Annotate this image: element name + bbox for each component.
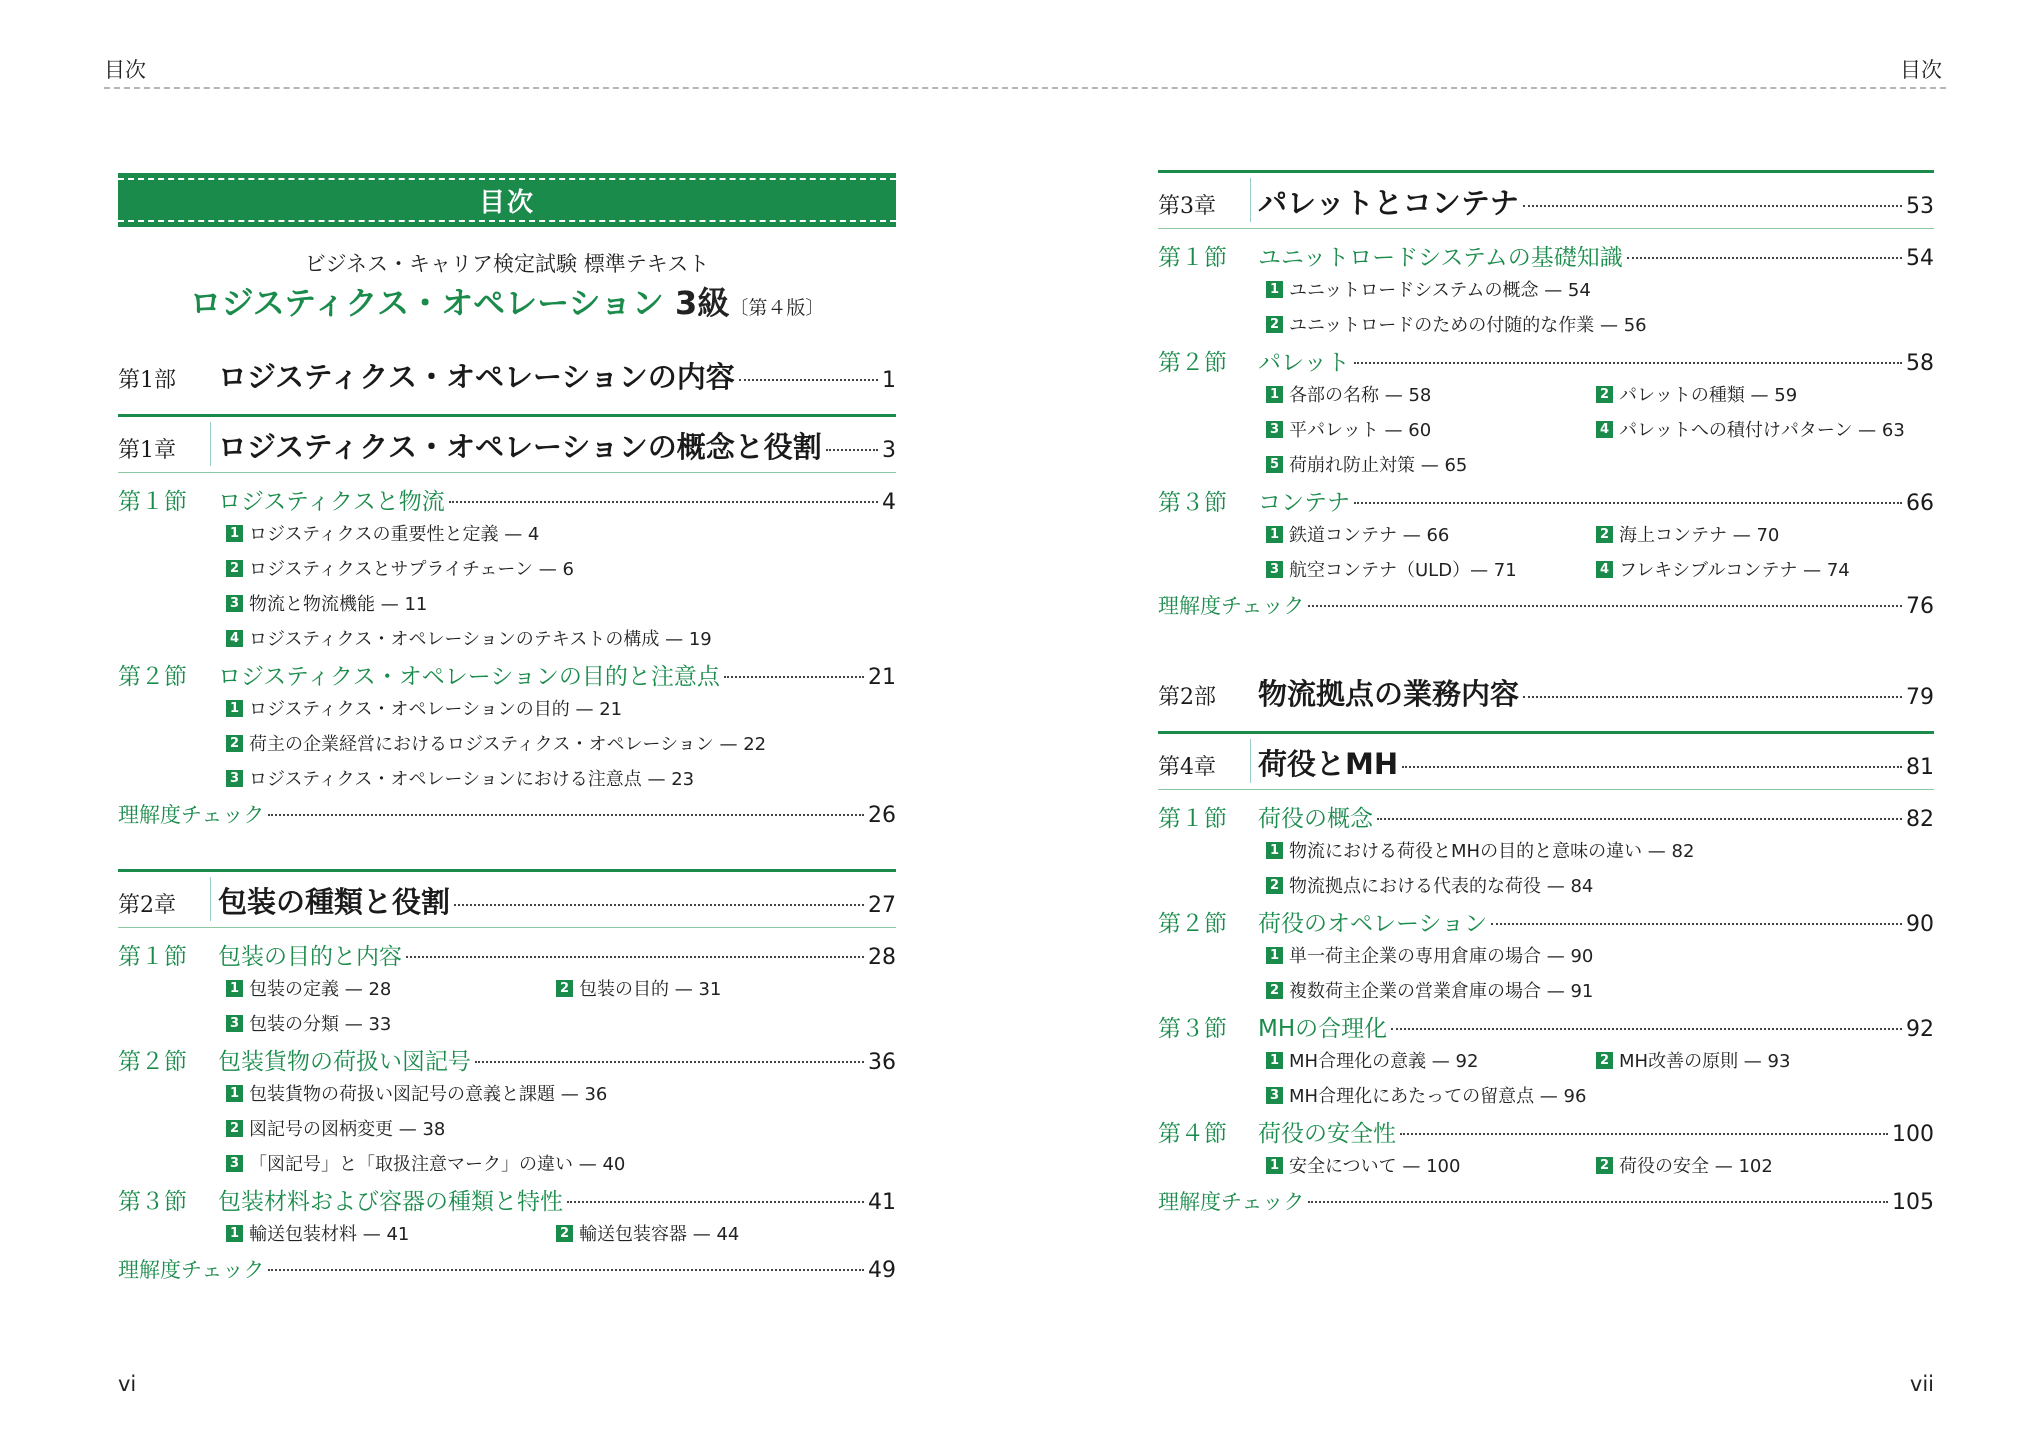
toc-item[interactable] bbox=[1596, 1152, 1773, 1178]
toc-item[interactable] bbox=[226, 975, 391, 1001]
leader-dots bbox=[1523, 696, 1902, 698]
leader-dots bbox=[1402, 766, 1902, 768]
page-number: 27 bbox=[868, 893, 896, 918]
chapter-bottom-rule bbox=[118, 472, 896, 473]
chapter-title: パレットとコンテナ bbox=[1258, 186, 1519, 220]
toc-item[interactable] bbox=[226, 1115, 445, 1141]
chapter-top-rule bbox=[118, 869, 896, 872]
book-grade: 3級 bbox=[675, 284, 730, 322]
section-title: 包装の目的と内容 bbox=[218, 944, 402, 970]
item-number-badge: 1 bbox=[1266, 947, 1283, 964]
toc-chapter-row[interactable] bbox=[118, 880, 896, 921]
toc-chapter-row[interactable] bbox=[118, 425, 896, 466]
chapter-number: 第1章 bbox=[118, 438, 176, 463]
item-text: 複数荷主企業の営業倉庫の場合 — 91 bbox=[1289, 981, 1594, 1002]
item-text: 安全について — 100 bbox=[1289, 1156, 1461, 1177]
toc-item[interactable] bbox=[226, 555, 574, 581]
toc-item[interactable] bbox=[1266, 276, 1591, 302]
toc-item[interactable] bbox=[1266, 521, 1449, 547]
leader-dots bbox=[1491, 923, 1902, 925]
page-number: 1 bbox=[882, 368, 896, 393]
toc-item[interactable] bbox=[556, 1220, 739, 1246]
item-number-badge: 2 bbox=[226, 1120, 243, 1137]
item-text: MH改善の原則 — 93 bbox=[1619, 1051, 1791, 1072]
toc-item[interactable] bbox=[1266, 451, 1467, 477]
item-number-badge: 3 bbox=[226, 1015, 243, 1032]
item-number-badge: 2 bbox=[1596, 1052, 1613, 1069]
leader-dots bbox=[1523, 205, 1902, 207]
page-number: 4 bbox=[882, 490, 896, 515]
toc-item[interactable] bbox=[226, 730, 766, 756]
chapter-number: 第4章 bbox=[1158, 755, 1216, 780]
item-number-badge: 2 bbox=[1266, 877, 1283, 894]
leader-dots bbox=[567, 1201, 864, 1203]
toc-item[interactable] bbox=[226, 1150, 625, 1176]
leader-dots bbox=[268, 1269, 864, 1271]
item-number-badge: 2 bbox=[1266, 316, 1283, 333]
item-number-badge: 1 bbox=[1266, 1157, 1283, 1174]
check-title: 理解度チェック bbox=[118, 803, 265, 827]
toc-item[interactable] bbox=[1266, 416, 1431, 442]
toc-section-row[interactable] bbox=[118, 483, 896, 516]
toc-section-row[interactable] bbox=[118, 1183, 896, 1216]
item-number-badge: 2 bbox=[556, 1225, 573, 1242]
chapter-bottom-rule bbox=[118, 927, 896, 928]
section-number: 第２節 bbox=[1158, 350, 1227, 376]
item-number-badge: 3 bbox=[1266, 421, 1283, 438]
page-number: 41 bbox=[868, 1190, 896, 1215]
item-number-badge: 1 bbox=[226, 1085, 243, 1102]
part-title: 物流拠点の業務内容 bbox=[1258, 677, 1520, 711]
page-number: 90 bbox=[1906, 912, 1934, 937]
leader-dots bbox=[826, 449, 878, 451]
item-text: 荷主の企業経営におけるロジスティクス・オペレーション — 22 bbox=[249, 734, 767, 755]
toc-section-row[interactable] bbox=[1158, 239, 1934, 272]
item-text: 単一荷主企業の専用倉庫の場合 — 90 bbox=[1289, 946, 1594, 967]
section-title: 包装材料および容器の種類と特性 bbox=[218, 1189, 563, 1215]
section-number: 第１節 bbox=[1158, 806, 1227, 832]
item-text: 物流と物流機能 — 11 bbox=[249, 594, 428, 615]
item-text: 平パレット — 60 bbox=[1289, 420, 1432, 441]
page-number: 53 bbox=[1906, 194, 1934, 219]
toc-part-row[interactable] bbox=[1158, 672, 1934, 713]
item-number-badge: 3 bbox=[226, 770, 243, 787]
toc-item[interactable] bbox=[226, 590, 427, 616]
item-text: 海上コンテナ — 70 bbox=[1619, 525, 1780, 546]
toc-item[interactable] bbox=[226, 625, 712, 651]
page-number: 100 bbox=[1892, 1122, 1934, 1147]
running-head-rule bbox=[104, 87, 1946, 89]
item-number-badge: 3 bbox=[1266, 561, 1283, 578]
section-number: 第３節 bbox=[118, 1189, 187, 1215]
toc-section-row[interactable] bbox=[1158, 1010, 1934, 1043]
item-number-badge: 5 bbox=[1266, 456, 1283, 473]
item-number-badge: 2 bbox=[226, 560, 243, 577]
section-number: 第４節 bbox=[1158, 1121, 1227, 1147]
toc-section-row[interactable] bbox=[118, 1043, 896, 1076]
chapter-number: 第2章 bbox=[118, 893, 176, 918]
toc-check-row[interactable] bbox=[118, 1254, 896, 1284]
item-text: パレットの種類 — 59 bbox=[1619, 385, 1798, 406]
toc-check-row[interactable] bbox=[118, 799, 896, 829]
item-text: ロジスティクス・オペレーションのテキストの構成 — 19 bbox=[249, 629, 712, 650]
leader-dots bbox=[1354, 362, 1902, 364]
section-number: 第３節 bbox=[1158, 1016, 1227, 1042]
leader-dots bbox=[449, 501, 878, 503]
leader-dots bbox=[1354, 502, 1902, 504]
page-number: 81 bbox=[1906, 755, 1934, 780]
toc-section-row[interactable] bbox=[1158, 484, 1934, 517]
page-number: 49 bbox=[868, 1258, 896, 1283]
item-number-badge: 4 bbox=[1596, 421, 1613, 438]
page-number: 79 bbox=[1906, 685, 1934, 710]
item-text: ロジスティクスの重要性と定義 — 4 bbox=[249, 524, 540, 545]
toc-section-row[interactable] bbox=[1158, 905, 1934, 938]
running-head-right: 目次 bbox=[1900, 58, 1942, 82]
toc-check-row[interactable] bbox=[1158, 590, 1934, 620]
toc-section-row[interactable] bbox=[118, 938, 896, 971]
item-text: 物流における荷役とMHの目的と意味の違い — 82 bbox=[1289, 841, 1695, 862]
chapter-title: 荷役とMH bbox=[1258, 747, 1399, 781]
item-text: ユニットロードのための付随的な作業 — 56 bbox=[1289, 315, 1647, 336]
item-text: 荷崩れ防止対策 — 65 bbox=[1289, 455, 1468, 476]
item-text: 各部の名称 — 58 bbox=[1289, 385, 1432, 406]
toc-section-row[interactable] bbox=[118, 658, 896, 691]
check-title: 理解度チェック bbox=[118, 1258, 265, 1282]
toc-title-band: 目次 bbox=[118, 173, 896, 227]
chapter-title: ロジスティクス・オペレーションの概念と役割 bbox=[218, 430, 822, 464]
toc-item[interactable] bbox=[226, 765, 694, 791]
item-number-badge: 1 bbox=[226, 525, 243, 542]
item-text: 航空コンテナ（ULD）— 71 bbox=[1289, 560, 1517, 581]
section-title: パレット bbox=[1258, 350, 1350, 376]
toc-item[interactable] bbox=[226, 1010, 391, 1036]
item-number-badge: 1 bbox=[226, 980, 243, 997]
item-text: ユニットロードシステムの概念 — 54 bbox=[1289, 280, 1591, 301]
section-title: ユニットロードシステムの基礎知識 bbox=[1258, 245, 1623, 271]
toc-item[interactable] bbox=[1266, 1082, 1586, 1108]
item-text: 輸送包装材料 — 41 bbox=[249, 1224, 410, 1245]
item-number-badge: 2 bbox=[1596, 386, 1613, 403]
book-edition: 〔第４版〕 bbox=[729, 297, 825, 319]
toc-item[interactable] bbox=[1266, 556, 1517, 582]
page-number: 58 bbox=[1906, 351, 1934, 376]
item-number-badge: 3 bbox=[226, 1155, 243, 1172]
chapter-number: 第3章 bbox=[1158, 194, 1216, 219]
page-number: 92 bbox=[1906, 1017, 1934, 1042]
page-number: 36 bbox=[868, 1050, 896, 1075]
item-number-badge: 3 bbox=[226, 595, 243, 612]
page-number: 3 bbox=[882, 438, 896, 463]
leader-dots bbox=[406, 956, 864, 958]
item-text: MH合理化にあたっての留意点 — 96 bbox=[1289, 1086, 1587, 1107]
leader-dots bbox=[1308, 1201, 1888, 1203]
leader-dots bbox=[1308, 605, 1902, 607]
toc-section-row[interactable] bbox=[1158, 800, 1934, 833]
chapter-top-rule bbox=[1158, 170, 1934, 173]
page-number: 21 bbox=[868, 665, 896, 690]
toc-chapter-row[interactable] bbox=[1158, 181, 1934, 222]
toc-item[interactable] bbox=[1266, 1152, 1460, 1178]
leader-dots bbox=[454, 904, 864, 906]
section-number: 第１節 bbox=[118, 944, 187, 970]
leader-dots bbox=[475, 1061, 864, 1063]
running-head-left: 目次 bbox=[104, 58, 146, 82]
item-number-badge: 2 bbox=[1596, 1157, 1613, 1174]
item-number-badge: 2 bbox=[556, 980, 573, 997]
leader-dots bbox=[1377, 818, 1902, 820]
folio-right: vii bbox=[1909, 1372, 1934, 1396]
item-number-badge: 4 bbox=[226, 630, 243, 647]
item-number-badge: 1 bbox=[1266, 526, 1283, 543]
item-text: パレットへの積付けパターン — 63 bbox=[1619, 420, 1905, 441]
section-number: 第１節 bbox=[118, 489, 187, 515]
leader-dots bbox=[1391, 1028, 1902, 1030]
item-number-badge: 2 bbox=[1266, 982, 1283, 999]
leader-dots bbox=[724, 676, 864, 678]
item-text: フレキシブルコンテナ — 74 bbox=[1619, 560, 1850, 581]
item-number-badge: 1 bbox=[226, 1225, 243, 1242]
check-title: 理解度チェック bbox=[1158, 594, 1305, 618]
check-title: 理解度チェック bbox=[1158, 1190, 1305, 1214]
toc-item[interactable] bbox=[226, 520, 539, 546]
item-number-badge: 1 bbox=[226, 700, 243, 717]
item-text: 鉄道コンテナ — 66 bbox=[1289, 525, 1450, 546]
toc-item[interactable] bbox=[1596, 1047, 1790, 1073]
section-number: 第２節 bbox=[1158, 911, 1227, 937]
book-title-text: ロジスティクス・オペレーション bbox=[189, 284, 664, 322]
section-title: ロジスティクス・オペレーションの目的と注意点 bbox=[218, 664, 720, 690]
page-number: 26 bbox=[868, 803, 896, 828]
chapter-top-rule bbox=[118, 414, 896, 417]
item-text: ロジスティクス・オペレーションの目的 — 21 bbox=[249, 699, 623, 720]
section-title: MHの合理化 bbox=[1258, 1016, 1388, 1042]
toc-section-row[interactable] bbox=[1158, 344, 1934, 377]
item-text: 輸送包装容器 — 44 bbox=[579, 1224, 740, 1245]
toc-item[interactable] bbox=[226, 695, 622, 721]
toc-item[interactable] bbox=[1596, 416, 1905, 442]
page-number: 105 bbox=[1892, 1190, 1934, 1215]
item-number-badge: 1 bbox=[1266, 386, 1283, 403]
toc-chapter-row[interactable] bbox=[1158, 742, 1934, 783]
toc-item[interactable] bbox=[1266, 1047, 1478, 1073]
section-number: 第１節 bbox=[1158, 245, 1227, 271]
part-title: ロジスティクス・オペレーションの内容 bbox=[218, 360, 735, 394]
item-number-badge: 1 bbox=[1266, 842, 1283, 859]
part-number: 第2部 bbox=[1158, 685, 1216, 710]
leader-dots bbox=[1627, 257, 1902, 259]
leader-dots bbox=[268, 814, 864, 816]
page-number: 82 bbox=[1906, 807, 1934, 832]
item-number-badge: 2 bbox=[1596, 526, 1613, 543]
toc-item[interactable] bbox=[1266, 942, 1593, 968]
item-number-badge: 3 bbox=[1266, 1087, 1283, 1104]
item-text: MH合理化の意義 — 92 bbox=[1289, 1051, 1479, 1072]
book-subtitle: ビジネス・キャリア検定試験 標準テキスト bbox=[304, 252, 710, 276]
item-number-badge: 2 bbox=[226, 735, 243, 752]
book-title bbox=[118, 278, 896, 324]
toc-item[interactable] bbox=[1266, 977, 1593, 1003]
page-number: 28 bbox=[868, 945, 896, 970]
page-number: 76 bbox=[1906, 594, 1934, 619]
toc-item[interactable] bbox=[556, 975, 721, 1001]
item-text: 包装の目的 — 31 bbox=[579, 979, 722, 1000]
item-text: 「図記号」と「取扱注意マーク」の違い — 40 bbox=[249, 1154, 626, 1175]
folio-left: vi bbox=[118, 1372, 137, 1396]
chapter-bottom-rule bbox=[1158, 789, 1934, 790]
toc-check-row[interactable] bbox=[1158, 1186, 1934, 1216]
section-number: 第２節 bbox=[118, 664, 187, 690]
toc-item[interactable] bbox=[1596, 381, 1797, 407]
item-text: 荷役の安全 — 102 bbox=[1619, 1156, 1773, 1177]
item-text: ロジスティクス・オペレーションにおける注意点 — 23 bbox=[249, 769, 695, 790]
section-title: 包装貨物の荷扱い図記号 bbox=[218, 1049, 471, 1075]
item-text: 物流拠点における代表的な荷役 — 84 bbox=[1289, 876, 1594, 897]
leader-dots bbox=[739, 379, 878, 381]
toc-item[interactable] bbox=[1266, 381, 1431, 407]
leader-dots bbox=[1400, 1133, 1888, 1135]
item-text: ロジスティクスとサプライチェーン — 6 bbox=[249, 559, 574, 580]
item-text: 図記号の図柄変更 — 38 bbox=[249, 1119, 446, 1140]
part-number: 第1部 bbox=[118, 368, 176, 393]
toc-item[interactable] bbox=[1596, 556, 1850, 582]
toc-item[interactable] bbox=[226, 1080, 607, 1106]
toc-part-row[interactable] bbox=[118, 355, 896, 396]
chapter-title: 包装の種類と役割 bbox=[218, 885, 451, 919]
chapter-bottom-rule bbox=[1158, 228, 1934, 229]
toc-item[interactable] bbox=[1266, 872, 1593, 898]
section-number: 第２節 bbox=[118, 1049, 187, 1075]
toc-item[interactable] bbox=[1266, 837, 1694, 863]
section-title: ロジスティクスと物流 bbox=[218, 489, 445, 515]
page-number: 54 bbox=[1906, 246, 1934, 271]
page-number: 66 bbox=[1906, 491, 1934, 516]
section-title: 荷役の概念 bbox=[1258, 806, 1373, 832]
item-number-badge: 1 bbox=[1266, 1052, 1283, 1069]
toc-section-row[interactable] bbox=[1158, 1115, 1934, 1148]
toc-item[interactable] bbox=[1596, 521, 1779, 547]
section-title: 荷役の安全性 bbox=[1258, 1121, 1396, 1147]
section-title: コンテナ bbox=[1258, 490, 1350, 516]
section-number: 第３節 bbox=[1158, 490, 1227, 516]
item-text: 包装貨物の荷扱い図記号の意義と課題 — 36 bbox=[249, 1084, 608, 1105]
item-number-badge: 1 bbox=[1266, 281, 1283, 298]
toc-item[interactable] bbox=[226, 1220, 409, 1246]
item-text: 包装の分類 — 33 bbox=[249, 1014, 392, 1035]
chapter-top-rule bbox=[1158, 731, 1934, 734]
item-number-badge: 4 bbox=[1596, 561, 1613, 578]
item-text: 包装の定義 — 28 bbox=[249, 979, 392, 1000]
toc-item[interactable] bbox=[1266, 311, 1647, 337]
section-title: 荷役のオペレーション bbox=[1258, 911, 1488, 937]
